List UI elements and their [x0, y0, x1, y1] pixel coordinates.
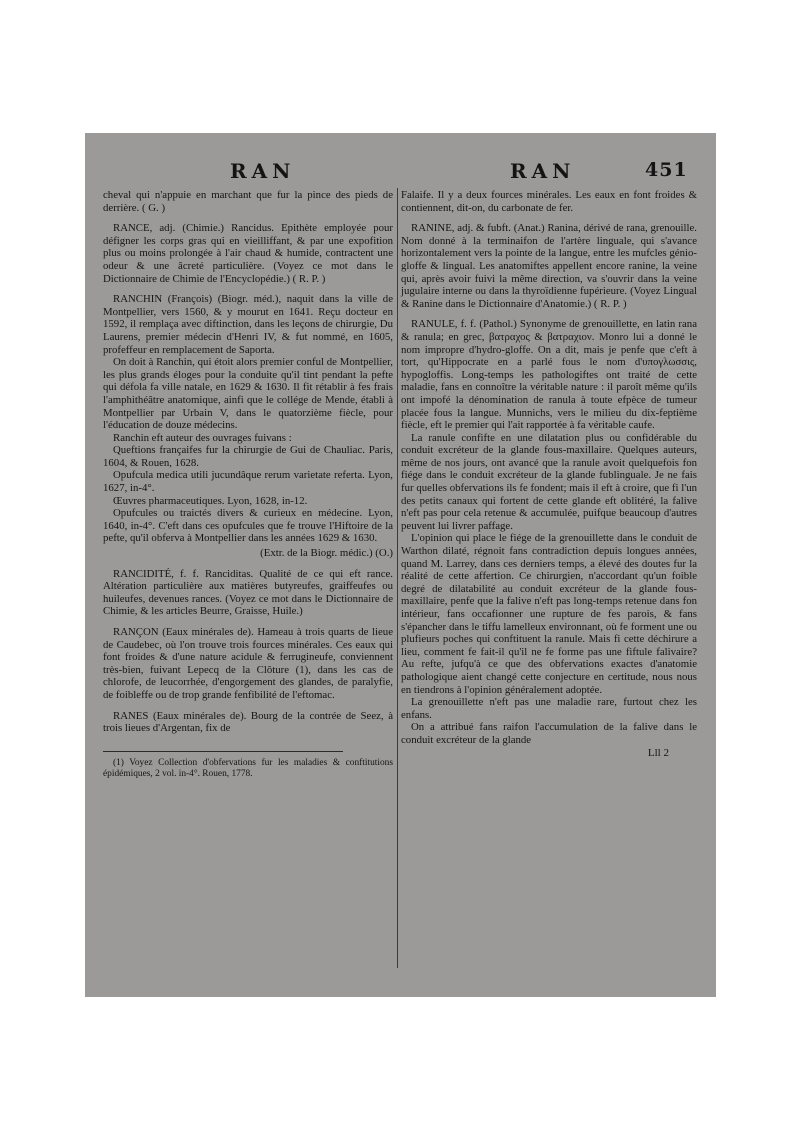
paragraph-cheval-continuation: cheval qui n'appuie en marchant que fur la pince des pieds de derrière. ( G. ) [103, 189, 393, 214]
paragraph-ranchin-ouvrages: Ranchin eft auteur des ouvrages fuivans : [113, 431, 292, 444]
entry-rancon: RANÇON (Eaux minérales de). Hameau à trois quarts de lieue de Caudebec, où l'on trouve trois fources minérales. Ces eaux qui font froides & d'une nature acidule & ferrugineufe, conviennent très-bien, fuivant Lepecq de la Clôture (1), dans les cas de chlorofe, de leucorrhée, d'engorgement des glandes, de paralyfie, de foibleffe ou de trop grande fenfibilité de l'eftomac. [103, 626, 393, 701]
source-note: (Extr. de la Biogr. médic.) (O.) [260, 547, 393, 560]
footnote-rule [103, 751, 343, 752]
running-head-left: RAN [230, 159, 296, 183]
scanned-page [85, 133, 716, 997]
paragraph-ranule-frequence: La grenouillette n'eft pas une maladie rare, furtout chez les enfans. [401, 696, 697, 721]
entry-ranes: RANES (Eaux minérales de). Bourg de la contrée de Seez, à trois lieues d'Argentan, fix de [103, 709, 393, 735]
work-oeuvres: Œuvres pharmaceutiques. Lyon, 1628, in-12. [113, 494, 308, 507]
work-opuscula: Opufcula medica utili jucundâque rerum varietate referta. Lyon, 1627, in-4°. [103, 469, 393, 495]
entry-rance: RANCE, adj. (Chimie.) Rancidus. Epithète employée pour défigner les corps gras qui en vieilliffant, & par une expofition plus ou moins prolongée à l'air chaud & humide, contractent une odeur & une âcreté particulière. (Voyez ce mot dans le Dictionnaire de Chimie de l'Encyclopédie.) ( R. P. ) [103, 222, 393, 285]
paragraph-ranule-opinion: L'opinion qui place le fiége de la grenouillette dans le conduit de Warthon dilaté, régnoit fans contradiction depuis longues années, quand M. Larrey, dans ces derniers temps, a élevé des doutes fur la réalité de cette affertion. Ce chirurgien, n'accordant qu'un foible degré de dilatabilité au conduit excréteur de la glande fous-maxillaire, penfe que la falive n'eft pas long-temps retenue dans fon intérieur, fans occafionner une rupture de fes parois, & fans s'épancher dans le tiffu lamelleux environnant, où fe forment une ou plufieurs poches qui conftituent la ranule. Mais fi cette déchirure a lieu, comment fe fait-il qu'il ne fe forme pas une fiftule falivaire? Au refte, jufqu'à ce que des obfervations exactes d'anatomie pathologique aient changé cette conjecture en certitude, nous nous en tiendrons à l'opinion généralement adoptée. [401, 532, 697, 696]
page-number: 451 [645, 159, 688, 181]
entry-rancidite: RANCIDITÉ, f. f. Ranciditas. Qualité de ce qui eft rance. Altération particulière aux matières butyreufes, graiffeufes ou huileufes, devenues rances. (Voyez ce mot dans le Dictionnaire de Chimie, & les articles Beurre, Graisse, Huile.) [103, 567, 393, 618]
work-opuscules: Opufcules ou traictés divers & curieux en médecine. Lyon, 1640, in-4°. C'eft dans ces opufcules que fe trouve l'Hiftoire de la pefte, qu'il obferva à Montpellier dans les années 1629 & 1630. [103, 507, 393, 545]
running-head-right: RAN [510, 159, 576, 183]
footnote: (1) Voyez Collection d'obfervations fur les maladies & conftitutions épidémiques, 2 vol. in-4°. Rouen, 1778. [103, 757, 393, 779]
entry-ranchin: RANCHIN (François) (Biogr. méd.), naquit dans la ville de Montpellier, vers 1560, & y mourut en 1641. Reçu docteur en 1592, il remplaça avec diftinction, dans les leçons de chirurgie, Du Laurens, premier médecin d'Henri IV, & fut nommé, en 1605, profeffeur en remplacement de Saporta. [103, 293, 393, 356]
signature-mark: Lll 2 [647, 746, 669, 759]
paragraph-ranchin-eloges: On doit à Ranchin, qui étoit alors premier conful de Montpellier, les plus grands éloges pour la conduite qu'il tint pendant la pefte qui défola fa ville natale, en 1629 & 1630. Il fit rétablir à fes frais l'amphithéâtre anatomique, ainfi que le collége de Mende, établi à Montpellier par Urbain V, dans le quatorzième fiècle, pour l'éducation de douze médecins. [103, 356, 393, 432]
entry-ranule: RANULE, f. f. (Pathol.) Synonyme de grenouillette, en latin rana & ranula; en grec, βατραχος & βατραχιον. Monro lui a donné le nom impropre d'hydro-gloffe. On a dit, mais je penfe que c'eft à tort, qu'Hippocrate en a parlé fous le nom d'υπογλωσσις, hypogloffis. Long-temps les pathologiftes ont traité de cette maladie, fans en connoître la véritable nature : il paroît même qu'ils ont impofé la dénomination de ranula à toute efpèce de tumeur placée fous la langue. Munnichs, vers le milieu du dix-feptième fiècle, eft le premier qui l'ait rapportée à fa véritable caufe. [401, 318, 697, 432]
paragraph-ranes-continuation: Falaife. Il y a deux fources minérales. Les eaux en font froides & contiennent, dit-on, du carbonate de fer. [401, 189, 697, 214]
paragraph-ranule-dilatation: La ranule confifte en une dilatation plus ou confidérable du conduit excréteur de la glande fous-maxillaire. Quelques auteurs, même de nos jours, ont avancé que la ranule avoit quelquefois fon fiége dans le conduit excréteur de la glande fublinguale. Je ne fais fur quelles obfervations ils fe fondent; mais il eft à croire, que fi l'un des petits canaux qui fortent de cette glande eft oblitéré, la falive n'eft pas pour cela retenue & accumulée, puifque beaucoup d'autres peuvent lui livrer paffage. [401, 431, 697, 532]
paragraph-ranule-accumulation: On a attribué fans raifon l'accumulation de la falive dans le conduit excréteur de la glande [401, 721, 697, 746]
entry-ranine: RANINE, adj. & fubft. (Anat.) Ranina, dérivé de rana, grenouille. Nom donné à la terminaifon de l'artère linguale, qui s'avance horizontalement vers la pointe de la langue, entre les mufcles génio-gloffe & lingual. Les anatomiftes appellent encore ranine, la veine qui, après avoir fuivi la même direction, va s'ouvrir dans la veine jugulaire interne ou dans la thyroïdienne fupérieure. (Voyez Lingual & Ranine dans le Dictionnaire d'Anatomie.) ( R. P. ) [401, 222, 697, 310]
column-divider [397, 188, 398, 968]
left-column [103, 189, 393, 780]
work-questions: Queftions françaifes fur la chirurgie de Gui de Chauliac. Paris, 1604, & Rouen, 1628. [103, 444, 393, 469]
right-column [401, 189, 697, 759]
